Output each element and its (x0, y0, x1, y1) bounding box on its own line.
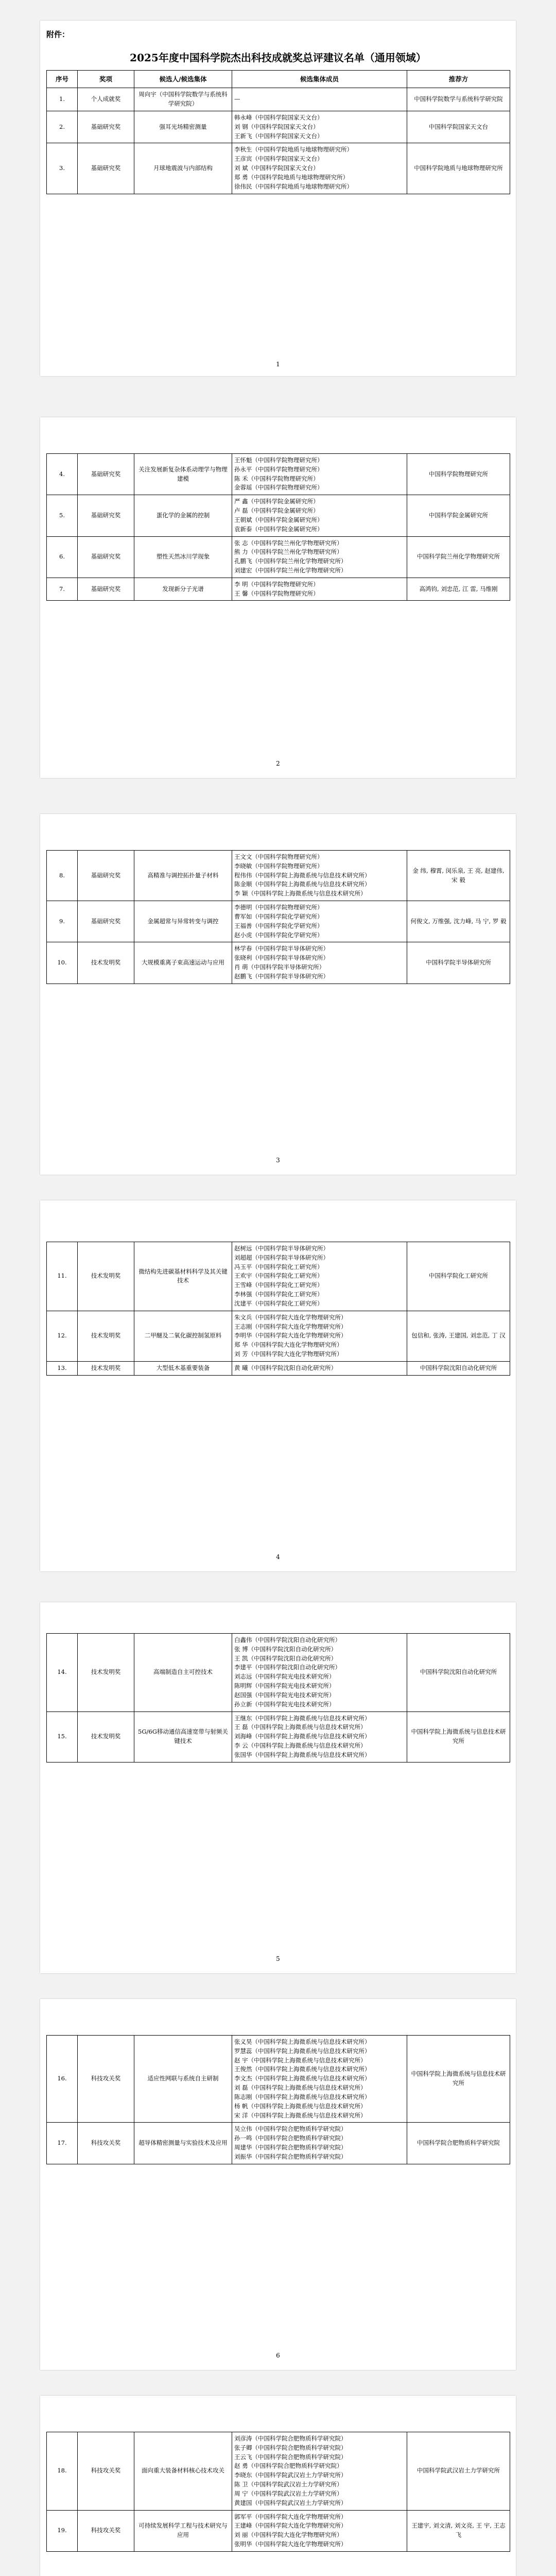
member-entry: 陈金顺（中国科学院上海微系统与信息技术研究所） (234, 880, 371, 888)
column-header: 奖项 (78, 71, 134, 88)
member-entry: 王彦宾（中国科学院国家天文台） (234, 155, 323, 163)
table-row (47, 143, 510, 194)
member-entry: 张 博（中国科学院沈阳自动化研究所） (234, 1645, 337, 1653)
page-4 (40, 1200, 516, 1571)
member-entry: 刘振华（中国科学院合肥物质科学研究院） (234, 2153, 347, 2160)
member-entry: 周 宁（中国科学院武汉岩土力学研究所） (234, 2489, 343, 2497)
award-table (46, 1633, 510, 1762)
member-entry: 王建峰（中国科学院大连化学物理研究所） (234, 2522, 347, 2530)
row-number: 1. (47, 88, 78, 111)
member-list (232, 1361, 407, 1375)
member-entry: 王继东（中国科学院上海微系统与信息技术研究所） (234, 1714, 371, 1722)
table-row (47, 1634, 510, 1712)
row-number: 6. (47, 536, 78, 578)
candidate-project: 二甲醚及二氧化碳控制氢原料 (134, 1311, 232, 1361)
member-entry: 周建华（中国科学院合肥物质科学研究院） (234, 2143, 347, 2151)
row-number: 14. (47, 1634, 78, 1712)
member-entry: 王怀魁（中国科学院物理研究所） (234, 456, 323, 464)
nominator: 中国科学院数学与系统科学研究院 (407, 88, 510, 111)
member-entry: 袁新泰（中国科学院金属研究所） (234, 525, 323, 533)
award-category: 个人成就奖 (78, 88, 134, 111)
member-list (232, 536, 407, 578)
member-entry: 徐伟民（中国科学院地质与地球物理研究所） (234, 182, 353, 190)
page-7 (40, 2396, 516, 2576)
nominator: 中国科学院合肥物质科学研究院 (407, 2123, 510, 2164)
member-entry: 王志刚（中国科学院大连化学物理研究所） (234, 1323, 347, 1330)
award-table (46, 850, 510, 984)
table-row (47, 2036, 510, 2123)
row-number: 2. (47, 111, 78, 143)
member-list (232, 111, 407, 143)
member-entry: 罗慧蕊（中国科学院上海微系统与信息技术研究所） (234, 2047, 371, 2055)
table-row (47, 536, 510, 578)
member-entry: 王俊然（中国科学院上海微系统与信息技术研究所） (234, 2065, 371, 2073)
member-list (232, 88, 407, 111)
member-entry: 熊 力（中国科学院兰州化学物理研究所） (234, 548, 343, 556)
nominator: 中国科学院上海微系统与信息技术研究所 (407, 2036, 510, 2123)
member-entry: 刘建宏（中国科学院兰州化学物理研究所） (234, 566, 347, 574)
award-category: 基础研究奖 (78, 454, 134, 495)
member-entry: 赵国强（中国科学院光电技术研究所） (234, 1691, 335, 1699)
row-number: 15. (47, 1711, 78, 1762)
candidate-project: 面向重大装备材料核心技术攻关 (134, 2432, 232, 2511)
member-entry: 陈志刚（中国科学院上海微系统与信息技术研究所） (234, 2093, 371, 2100)
member-entry: 孙立新（中国科学院光电技术研究所） (234, 1700, 335, 1708)
member-list (232, 495, 407, 536)
member-entry: 张晓利（中国科学院半导体研究所） (234, 954, 329, 962)
table-row (47, 1311, 510, 1361)
award-table (46, 70, 510, 194)
member-list (232, 2432, 407, 2511)
member-list (232, 454, 407, 495)
candidate-project: 适应性网联与系统自主研制 (134, 2036, 232, 2123)
member-entry: 李晓东（中国科学院武汉岩土力学研究所） (234, 2471, 347, 2479)
table-row (47, 454, 510, 495)
page-1 (40, 21, 516, 376)
row-number: 16. (47, 2036, 78, 2123)
page-number: 2 (276, 760, 280, 767)
row-number: 4. (47, 454, 78, 495)
table-row (47, 942, 510, 984)
nominator: 中国科学院化工研究所 (407, 1242, 510, 1311)
row-number: 17. (47, 2123, 78, 2164)
candidate-project: 关注发展新复杂体系动理学与物理建模 (134, 454, 232, 495)
award-category: 技术发明奖 (78, 1634, 134, 1712)
member-entry: 肖 萌（中国科学院半导体研究所） (234, 963, 325, 971)
member-entry: 李晓敏（中国科学院物理研究所） (234, 862, 323, 870)
award-category: 基础研究奖 (78, 851, 134, 901)
nominator: 王建宇, 刘文清, 刘文亮, 王 宇, 王志飞 (407, 2510, 510, 2551)
table-row (47, 578, 510, 601)
member-entry: 吴立伟（中国科学院合肥物质科学研究院） (234, 2125, 347, 2133)
row-number: 11. (47, 1242, 78, 1311)
nominator: 中国科学院半导体研究所 (407, 942, 510, 984)
member-entry: 刘 钢（中国科学院国家天文台） (234, 123, 319, 130)
member-entry: 刘 芳（中国科学院大连化学物理研究所） (234, 1350, 343, 1358)
nominator: 高鸿钧, 刘忠范, 江 雷, 马维刚 (407, 578, 510, 601)
member-entry: 陈 禾（中国科学院物理研究所） (234, 474, 319, 482)
member-entry: 沈建平（中国科学院化工研究所） (234, 1299, 323, 1307)
row-number: 9. (47, 901, 78, 942)
member-entry: 韩永峰（中国科学院国家天文台） (234, 114, 323, 121)
member-entry: 刘超超（中国科学院半导体研究所） (234, 1253, 329, 1261)
member-list (232, 1634, 407, 1712)
row-number: 3. (47, 143, 78, 194)
candidate-project: 蛋化学的金属的控制 (134, 495, 232, 536)
table-row (47, 2432, 510, 2511)
member-entry: 严 鑫（中国科学院金属研究所） (234, 498, 319, 505)
table-row (47, 111, 510, 143)
member-entry: 李秋生（中国科学院地质与地球物理研究所） (234, 146, 353, 154)
nominator: 中国科学院金属研究所 (407, 495, 510, 536)
member-entry: 李文杰（中国科学院上海微系统与信息技术研究所） (234, 2075, 371, 2082)
member-list (232, 901, 407, 942)
member-entry: 孙永平（中国科学院物理研究所） (234, 465, 323, 473)
member-entry: 金蓉瑶（中国科学院物理研究所） (234, 484, 323, 492)
member-list (232, 1242, 407, 1311)
member-entry: 王朝斌（中国科学院金属研究所） (234, 516, 323, 523)
member-entry: 刘 丽（中国科学院大连化学物理研究所） (234, 2531, 343, 2539)
award-category: 技术发明奖 (78, 1311, 134, 1361)
attachment-label: 附件： (46, 30, 70, 39)
table-row (47, 1711, 510, 1762)
member-entry: 张子卿（中国科学院合肥物质科学研究院） (234, 2444, 347, 2451)
member-entry: 李 明（中国科学院物理研究所） (234, 580, 319, 588)
document-title: 2025年度中国科学院杰出科技成就奖总评建议名单（通用领域） (130, 52, 426, 64)
member-entry: 冯玉平（中国科学院化工研究所） (234, 1263, 323, 1270)
candidate-project: 大型低木基重要装备 (134, 1361, 232, 1375)
member-entry: 李 颖（中国科学院上海微系统与信息技术研究所） (234, 890, 367, 897)
member-list (232, 143, 407, 194)
row-number: 12. (47, 1311, 78, 1361)
member-entry: 朱文兵（中国科学院大连化学物理研究所） (234, 1313, 347, 1321)
page-number: 3 (276, 1157, 280, 1164)
table-row (47, 901, 510, 942)
member-entry: 王新飞（中国科学院国家天文台） (234, 132, 323, 140)
member-list (232, 2123, 407, 2164)
member-entry: 黄建国（中国科学院武汉岩土力学研究所） (234, 2499, 347, 2506)
member-entry: 王 凯（中国科学院沈阳自动化研究所） (234, 1654, 337, 1662)
member-entry: 郑 勇（中国科学院地质与地球物理研究所） (234, 173, 349, 181)
candidate-project: 高精准与调控拓扑量子材料 (134, 851, 232, 901)
table-row (47, 88, 510, 111)
member-entry: 李明华（中国科学院大连化学物理研究所） (234, 1332, 347, 1340)
member-entry: 陈 卫（中国科学院武汉岩土力学研究所） (234, 2481, 343, 2488)
member-entry: 程伟伟（中国科学院上海微系统与信息技术研究所） (234, 871, 371, 879)
candidate-project: 塑性天然冰川学现象 (134, 536, 232, 578)
member-entry: 刘志远（中国科学院光电技术研究所） (234, 1673, 335, 1681)
award-category: 基础研究奖 (78, 578, 134, 601)
nominator: 中国科学院地质与地球物理研究所 (407, 143, 510, 194)
member-entry: 张明华（中国科学院大连化学物理研究所） (234, 2540, 347, 2548)
page-6 (40, 1999, 516, 2370)
member-entry: 赵 宇（中国科学院上海微系统与信息技术研究所） (234, 2056, 367, 2064)
member-entry: 李 云（中国科学院上海微系统与信息技术研究所） (234, 1741, 367, 1749)
award-table (46, 453, 510, 601)
member-entry: 陈明辉（中国科学院光电技术研究所） (234, 1682, 335, 1690)
nominator: 中国科学院沈阳自动化研究所 (407, 1361, 510, 1375)
member-entry: 孙一鸣（中国科学院合肥物质科学研究院） (234, 2134, 347, 2142)
candidate-project: 5G/6G移动通信高速宽带与射频关键技术 (134, 1711, 232, 1762)
member-entry: 曹军如（中国科学院化学研究所） (234, 912, 323, 920)
row-number: 5. (47, 495, 78, 536)
candidate-project: 可持续发展科学工程与技术研究与应用 (134, 2510, 232, 2551)
award-category: 基础研究奖 (78, 901, 134, 942)
candidate-project: 月球地震波与内部结构 (134, 143, 232, 194)
candidate-project: 发现新分子光谱 (134, 578, 232, 601)
member-entry: 黄 曦（中国科学院沈阳自动化研究所） (234, 1364, 337, 1371)
member-entry: 白鑫伟（中国科学院沈阳自动化研究所） (234, 1636, 341, 1643)
table-row (47, 2123, 510, 2164)
member-entry: 李建平（中国科学院沈阳自动化研究所） (234, 1664, 341, 1671)
award-category: 科技攻关奖 (78, 2036, 134, 2123)
member-entry: 张国华（中国科学院上海微系统与信息技术研究所） (234, 1751, 371, 1758)
nominator: 包信和, 张涛, 王建国, 刘忠范, 丁 汉 (407, 1311, 510, 1361)
award-category: 基础研究奖 (78, 536, 134, 578)
member-entry: 赵小虎（中国科学院化学研究所） (234, 931, 323, 939)
header-row (47, 71, 510, 88)
page-number: 1 (276, 361, 280, 368)
nominator: 金 纬, 穆霄, 闵乐泉, 王 亮, 赵建伟, 宋 毅 (407, 851, 510, 901)
member-entry: 孔鹏飞（中国科学院兰州化学物理研究所） (234, 557, 347, 565)
award-category: 技术发明奖 (78, 942, 134, 984)
member-list (232, 2510, 407, 2551)
award-category: 基础研究奖 (78, 143, 134, 194)
member-entry: 郭军平（中国科学院大连化学物理研究所） (234, 2513, 347, 2520)
candidate-project: 周向宇（中国科学院数学与系统科学研究院） (134, 88, 232, 111)
page-number: 6 (276, 2352, 280, 2359)
candidate-project: 金属超常与异常转变与调控 (134, 901, 232, 942)
row-number: 7. (47, 578, 78, 601)
award-table (46, 1242, 510, 1376)
member-entry: 王云飞（中国科学院合肥物质科学研究院） (234, 2453, 347, 2461)
member-entry: 刘 斌（中国科学院国家天文台） (234, 164, 319, 172)
member-entry: 刘 磊（中国科学院上海微系统与信息技术研究所） (234, 2084, 367, 2092)
nominator: 中国科学院武汉岩土力学研究所 (407, 2432, 510, 2511)
candidate-project: 高端制造自主可控技术 (134, 1634, 232, 1712)
award-category: 基础研究奖 (78, 495, 134, 536)
member-entry: 张 志（中国科学院兰州化学物理研究所） (234, 539, 343, 547)
row-number: 13. (47, 1361, 78, 1375)
award-category: 科技攻关奖 (78, 2510, 134, 2551)
award-category: 基础研究奖 (78, 111, 134, 143)
nominator: 中国科学院物理研究所 (407, 454, 510, 495)
column-header: 候选集体成员 (232, 71, 407, 88)
award-table (46, 2432, 510, 2552)
candidate-project: 微结构先进碳基材料科学及其关键技术 (134, 1242, 232, 1311)
column-header: 推荐方 (407, 71, 510, 88)
award-category: 技术发明奖 (78, 1242, 134, 1311)
column-header: 候选人/候选集体 (134, 71, 232, 88)
member-list (232, 942, 407, 984)
candidate-project: 大规模重离子束高速运动与应用 (134, 942, 232, 984)
nominator: 何俊文, 万维强, 沈力峰, 马 宁, 罗 毅 (407, 901, 510, 942)
nominator: 中国科学院国家天文台 (407, 111, 510, 143)
member-list (232, 578, 407, 601)
member-list (232, 1311, 407, 1361)
member-entry: 杨 帆（中国科学院上海微系统与信息技术研究所） (234, 2102, 367, 2110)
member-entry: 赵树远（中国科学院半导体研究所） (234, 1245, 329, 1252)
page-number: 5 (276, 1955, 280, 1962)
member-list (232, 1711, 407, 1762)
nominator: 中国科学院上海微系统与信息技术研究所 (407, 1711, 510, 1762)
page-number: 4 (276, 1553, 280, 1561)
row-number: 8. (47, 851, 78, 901)
table-row (47, 2510, 510, 2551)
page-5 (40, 1602, 516, 1973)
table-row (47, 851, 510, 901)
member-entry: 王 馨（中国科学院物理研究所） (234, 589, 319, 597)
member-entry: 赵 勇（中国科学院合肥物质科学研究院） (234, 2462, 343, 2470)
member-entry: 刘彦涛（中国科学院合肥物质科学研究院） (234, 2435, 347, 2442)
member-entry: 王文文（中国科学院物理研究所） (234, 853, 323, 860)
member-entry: 王雪峰（中国科学院化工研究所） (234, 1281, 323, 1289)
nominator: 中国科学院兰州化学物理研究所 (407, 536, 510, 578)
member-entry: 林学春（中国科学院半导体研究所） (234, 945, 329, 953)
member-entry: 李林强（中国科学院化工研究所） (234, 1291, 323, 1298)
member-entry: 王欢宇（中国科学院化工研究所） (234, 1272, 323, 1280)
page-3 (40, 814, 516, 1175)
candidate-project: 强耳光场精密测量 (134, 111, 232, 143)
member-entry: 王 磊（中国科学院上海微系统与信息技术研究所） (234, 1723, 367, 1731)
member-list (232, 2036, 407, 2123)
member-entry: 张义昊（中国科学院上海微系统与信息技术研究所） (234, 2038, 371, 2045)
column-header: 序号 (47, 71, 78, 88)
award-table (46, 2035, 510, 2164)
table-row (47, 1361, 510, 1375)
row-number: 19. (47, 2510, 78, 2551)
table-row (47, 495, 510, 536)
member-entry: 宋 洋（中国科学院上海微系统与信息技术研究所） (234, 2111, 367, 2119)
member-list (232, 851, 407, 901)
award-category: 科技攻关奖 (78, 2432, 134, 2511)
candidate-project: 超导体精密测量与实验技术及应用 (134, 2123, 232, 2164)
member-entry: 王福善（中国科学院化学研究所） (234, 922, 323, 929)
member-entry: 李德明（中国科学院物理研究所） (234, 904, 323, 911)
award-category: 技术发明奖 (78, 1711, 134, 1762)
award-category: 科技攻关奖 (78, 2123, 134, 2164)
row-number: 18. (47, 2432, 78, 2511)
award-category: 技术发明奖 (78, 1361, 134, 1375)
member-entry: 卢 磊（中国科学院金属研究所） (234, 507, 319, 515)
member-entry: 赵鹏飞（中国科学院半导体研究所） (234, 972, 329, 980)
row-number: 10. (47, 942, 78, 984)
page-2 (40, 417, 516, 778)
member-entry: 郑 华（中国科学院大连化学物理研究所） (234, 1341, 343, 1349)
member-entry: — (234, 95, 240, 103)
member-entry: 刘海峰（中国科学院上海微系统与信息技术研究所） (234, 1733, 371, 1740)
table-row (47, 1242, 510, 1311)
nominator: 中国科学院沈阳自动化研究所 (407, 1634, 510, 1712)
